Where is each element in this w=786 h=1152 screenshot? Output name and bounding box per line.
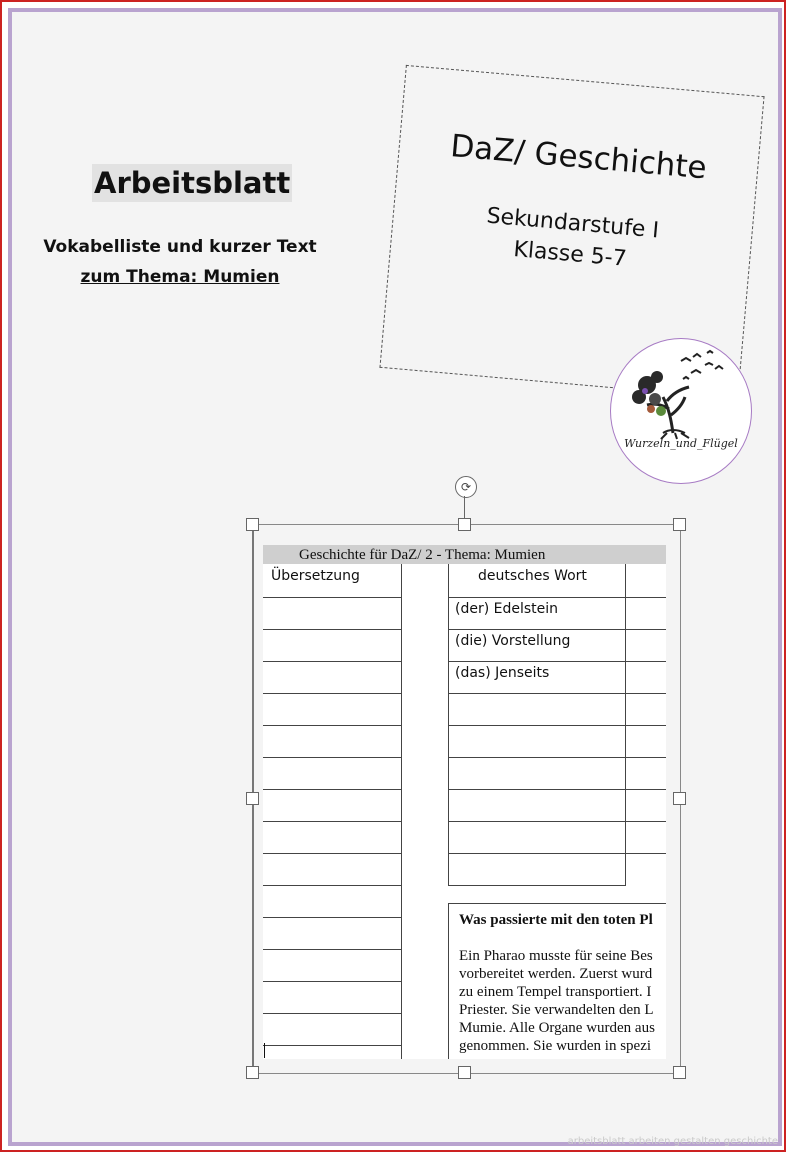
- vocab-line: [263, 693, 402, 694]
- vocab-word: (das) Jenseits: [455, 665, 550, 681]
- table-row-line: [448, 661, 666, 662]
- vocab-line: [263, 949, 402, 950]
- vocab-word: (die) Vorstellung: [455, 633, 571, 649]
- rotate-handle-icon[interactable]: ⟳: [455, 476, 477, 498]
- resize-handle-bottom[interactable]: [458, 1066, 471, 1079]
- vocab-line: [263, 821, 402, 822]
- vocab-line: [263, 1013, 402, 1014]
- logo-text: Wurzeln_und_Flügel: [624, 437, 738, 450]
- table-row-line: [448, 629, 666, 630]
- reading-text-line: vorbereitet werden. Zuerst wurd: [459, 966, 653, 982]
- resize-handle-bottom-right[interactable]: [673, 1066, 686, 1079]
- reading-text-line: Mumie. Alle Organe wurden aus: [459, 1020, 655, 1036]
- vocab-line: [263, 789, 402, 790]
- table-row-line: [448, 885, 626, 886]
- table-row-line: [448, 693, 666, 694]
- subtitle-line-1: Vokabelliste und kurzer Text: [43, 237, 317, 257]
- table-row-line: [448, 789, 666, 790]
- vocab-line: [263, 917, 402, 918]
- reading-text-line: Priester. Sie verwandelten den L: [459, 1002, 654, 1018]
- worksheet-subtitle: [30, 232, 330, 292]
- reading-text-line: Ein Pharao musste für seine Bes: [459, 948, 653, 964]
- watermark: arbeitsblatt arbeiten gestalten geschichte: [567, 1136, 778, 1147]
- column-translation-header: Übersetzung: [271, 568, 360, 584]
- card-grade: Klasse 5-7: [512, 237, 628, 272]
- table-row-line: [448, 757, 666, 758]
- subtitle-line-2: zum Thema: Mumien: [80, 267, 280, 287]
- table-row-line: [448, 853, 666, 854]
- reading-text-title: Was passierte mit den toten Pl: [459, 912, 653, 928]
- table-row-line: [448, 725, 666, 726]
- embedded-document: [263, 545, 666, 1059]
- worksheet-title: Arbeitsblatt: [94, 166, 291, 200]
- table-row-line: [448, 821, 666, 822]
- brand-logo: [610, 338, 752, 484]
- reading-text-box: [448, 903, 666, 1059]
- resize-handle-top-right[interactable]: [673, 518, 686, 531]
- card-title: DaZ/ Geschichte: [449, 128, 709, 187]
- reading-text-line: zu einem Tempel transportiert. I: [459, 984, 652, 1000]
- vocab-line: [263, 853, 402, 854]
- reading-text-line: genommen. Sie wurden in spezi: [459, 1038, 652, 1054]
- vocab-line: [263, 661, 402, 662]
- vocab-line: [263, 597, 402, 598]
- vocab-line: [263, 629, 402, 630]
- rotate-handle-line: [464, 496, 465, 520]
- column-german-header: deutsches Wort: [478, 568, 587, 584]
- vocab-line: [263, 725, 402, 726]
- vocab-word: (der) Edelstein: [455, 601, 559, 617]
- resize-handle-bottom-left[interactable]: [246, 1066, 259, 1079]
- vocab-line: [263, 757, 402, 758]
- resize-handle-top-left[interactable]: [246, 518, 259, 531]
- vocab-line: [263, 981, 402, 982]
- text-cursor: [264, 1043, 265, 1058]
- tree-icon: [611, 339, 751, 483]
- card-level: Sekundarstufe I: [485, 203, 660, 244]
- document-header-text: Geschichte für DaZ/ 2 - Thema: Mumien: [299, 547, 546, 563]
- table-row-line: [448, 597, 666, 598]
- resize-handle-right[interactable]: [673, 792, 686, 805]
- document-header: [263, 545, 666, 564]
- vocab-line: [263, 1045, 402, 1046]
- resize-handle-left[interactable]: [246, 792, 259, 805]
- left-column-divider: [401, 564, 402, 1059]
- vocab-line: [263, 885, 402, 886]
- resize-handle-top[interactable]: [458, 518, 471, 531]
